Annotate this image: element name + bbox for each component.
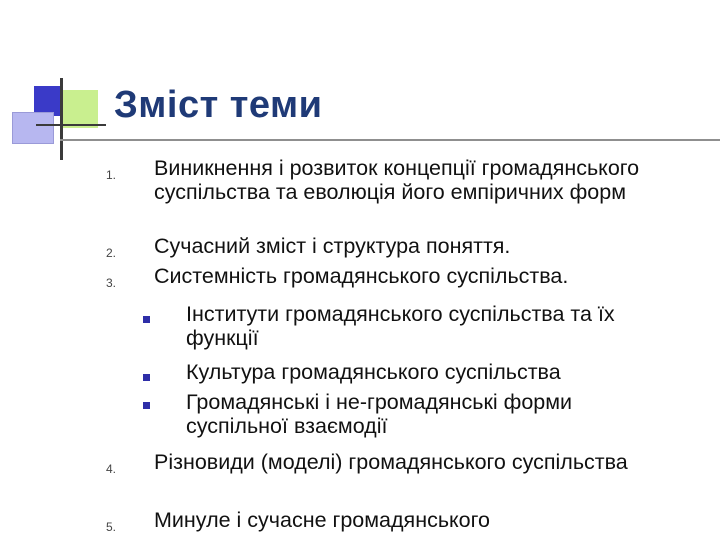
title-underline [60, 139, 720, 141]
ornament-lavender-square [12, 112, 54, 144]
list-item-number: 3. [106, 276, 117, 290]
square-bullet-icon [143, 374, 150, 381]
sub-list-item-text: Культура громадянського суспільства [186, 360, 561, 384]
list-item-text: Виникнення і розвиток концепції громадянського суспільства та еволюція його емпіричних форм [154, 156, 640, 204]
sub-list-item-text: Громадянські і не-громадянські форми суспільної взаємодії [186, 390, 573, 438]
list-item-text: Минуле і сучасне громадянського [154, 508, 490, 532]
square-bullet-icon [143, 402, 150, 409]
list-item-text: Різновиди (моделі) громадянського суспільства [154, 450, 628, 474]
corner-ornament [0, 0, 120, 170]
ornament-vertical-line [60, 78, 63, 160]
ornament-horizontal-line [36, 124, 106, 126]
list-item-text: Системність громадянського суспільства. [154, 264, 569, 288]
list-item-number: 2. [106, 246, 117, 260]
list-item-number: 4. [106, 462, 117, 476]
list-item-number: 1. [106, 168, 117, 182]
sub-list-item-text: Інститути громадянського суспільства та їх функції [186, 302, 615, 350]
ornament-green-square [60, 90, 98, 128]
list-item-text: Сучасний зміст і структура поняття. [154, 234, 511, 258]
slide-title: Зміст теми [114, 84, 323, 126]
list-item-number: 5. [106, 520, 117, 534]
square-bullet-icon [143, 316, 150, 323]
